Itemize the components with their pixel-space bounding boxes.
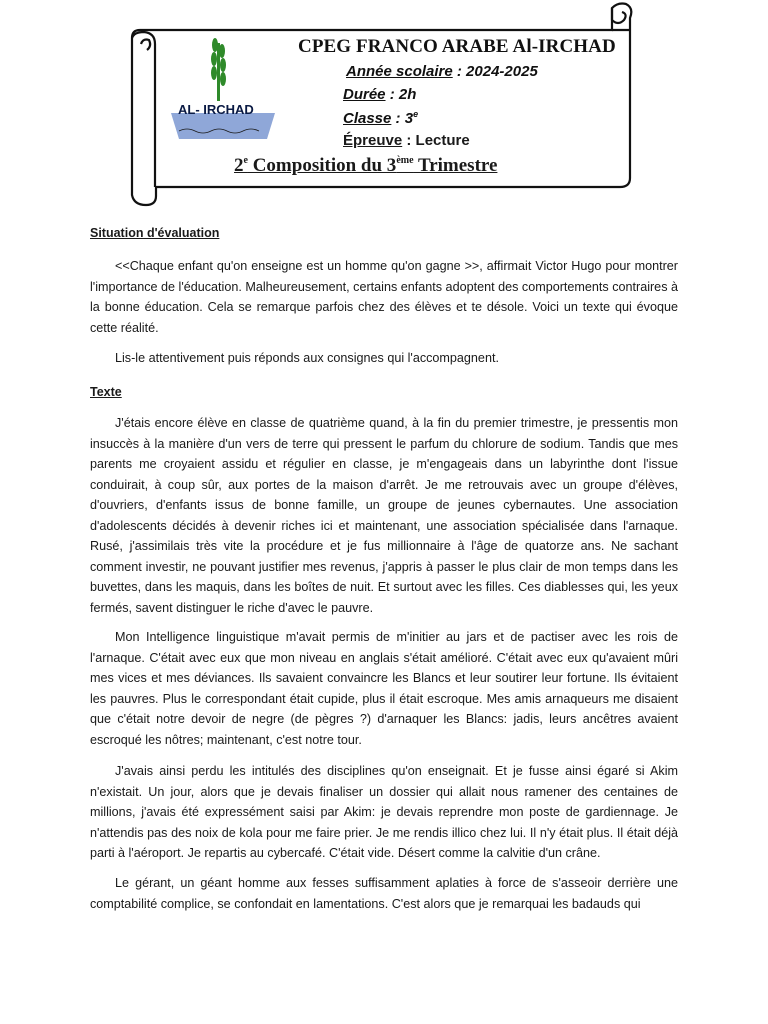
composition-sup1: e — [243, 155, 248, 166]
duration-value: : 2h — [385, 86, 417, 103]
text-paragraph-2: Mon Intelligence linguistique m'avait permis de m'initier au jars et de pactiser avec les rois de l'arnaque. C'était avec eux que mon niveau en anglais s'était amélioré. C'était avec eux qu'avaient mûri mes vices et mes déviances. Ils savaient convaincre les Blancs et leur soutirer leur fortune. Ils évitaient les pauvres. Plus le correspondant était cupide, plus il était escroque. Mes amis arnaqueurs me disaient que c'était notre devoir de negre (de pègres ?) d'arnaquer les Blancs: jadis, leurs ancêtres avaient escroqué les nôtres; maintenant, c'est notre tour. — [90, 630, 678, 747]
school-year — [346, 63, 538, 80]
class-label: Classe — [343, 110, 392, 127]
exam-value: : Lecture — [402, 132, 470, 149]
exam-label: Épreuve — [343, 132, 403, 149]
situation-paragraph-1: <<Chaque enfant qu'on enseigne est un homme qu'on gagne >>, affirmait Victor Hugo pour montrer l'importance de l'éducation. Malheureusement, certains enfants adoptent des comportements contraires à la bonne éducation. Cela se remarque parfois chez des élèves et te désole. Voici un texte qui évoque cette réalité. — [90, 259, 678, 335]
school-year-label: Année scolaire — [346, 63, 453, 80]
class-sup: e — [413, 109, 419, 119]
composition-number: 2 — [234, 155, 244, 176]
logo-caption: AL- IRCHAD — [178, 102, 254, 117]
class-level — [343, 109, 418, 127]
text-paragraph-4: Le gérant, un géant homme aux fesses suffisamment aplaties à force de s'asseoir derrière une comptabilité complice, se confondait en lamentations. C'est alors que je remarquai les badauds qui — [90, 876, 678, 911]
composition-mid: Composition du 3 — [247, 155, 397, 176]
text-paragraph-3: J'avais ainsi perdu les intitulés des disciplines qu'on enseignait. Et je fusse ainsi égaré si Akim n'existait. Un jour, alors que je devais finaliser un dossier qui allait nous ramener des centaines de millions, j'avais été expressément saisi par Akim: je devais reprendre mon poste de gardiennage. Je n'attendis pas des noix de kola pour me faire prier. Je me rendis illico chez lui. Il n'y était plus. Il était déjà parti à l'aéroport. Je repartis au cybercafé. C'était vide. Désert comme la calvitie d'un crâne. — [90, 764, 678, 860]
composition-trimester: Trimestre — [413, 155, 498, 176]
exam-subject — [343, 132, 470, 149]
situation-heading: Situation d'évaluation — [90, 226, 220, 240]
school-year-value: : 2024-2025 — [452, 63, 538, 80]
composition-sup2: ème — [396, 155, 414, 166]
duration — [343, 86, 416, 103]
class-value: : 3 — [391, 110, 414, 127]
text-heading: Texte — [90, 385, 122, 399]
situation-paragraph-2: Lis-le attentivement puis réponds aux consignes qui l'accompagnent. — [115, 351, 499, 365]
text-paragraph-1: J'étais encore élève en classe de quatrième quand, à la fin du premier trimestre, je pressentis mon insuccès à la manière d'un vers de terre qui pressent le parfum du chlorure de sodium. Tandis que mes parents me croyaient assidu et régulier en classe, je m'engageais dans un labyrinthe dont l'issue conduirait, à coup sûr, aux portes de la maison d'arrêt. Je me retrouvais avec un groupe d'élèves, d'ouvriers, d'enfants issus de bonne famille, un groupe de jeunes cybernautes. Une association d'adolescents décidés à devenir riches ici et maintenant, une association spécialisée dans l'arnaque. Rusé, j'assimilais très vite la procédure et je fus millionnaire à l'âge de quatorze ans. Ne sachant comment investir, ne pouvant justifier mes revenus, j'appris à passer le plus clair de mon temps dans les buvettes, dans les maquis, dans les boîtes de nuit. Et surtout avec les filles. Ces diablesses qui, les yeux fermés, savent distinguer le riche d'avec le pauvre. — [90, 416, 678, 615]
school-name: CPEG FRANCO ARABE Al-IRCHAD — [298, 36, 616, 57]
duration-label: Durée — [343, 86, 386, 103]
composition-title — [234, 155, 497, 177]
scroll-banner-frame — [0, 0, 768, 215]
school-logo — [167, 35, 277, 145]
